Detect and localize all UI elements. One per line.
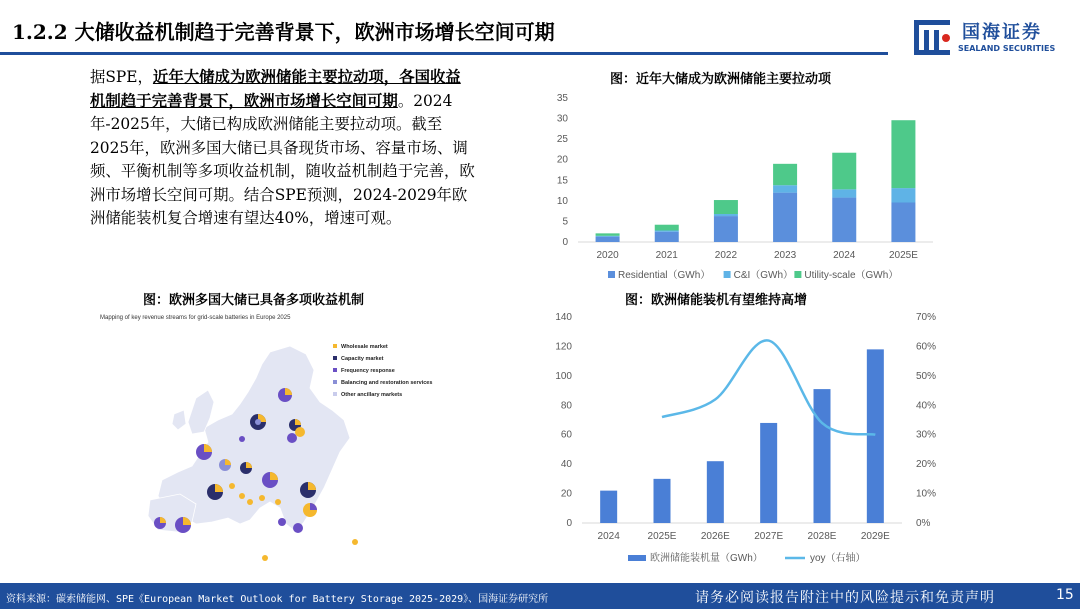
legend-swatch — [628, 555, 646, 561]
map-legend-label: Capacity market — [341, 356, 384, 362]
map-legend-label: Frequency response — [341, 368, 395, 374]
x-tick-label: 2024 — [597, 531, 620, 542]
bar — [867, 349, 884, 523]
logo-text-en: SEALAND SECURITIES — [958, 44, 1056, 53]
bar-segment — [596, 236, 620, 237]
legend-swatch — [724, 271, 731, 278]
page-title: 1.2.2 大储收益机制趋于完善背景下，欧洲市场增长空间可期 — [12, 20, 555, 44]
y2-tick-label: 60% — [916, 341, 937, 353]
y-tick-label: 0 — [566, 518, 572, 529]
map-subtitle: Mapping of key revenue streams for grid-scale batteries in Europe 2025 — [100, 315, 291, 321]
map-legend-label: Balancing and restoration services — [341, 380, 433, 386]
ireland-landmass — [172, 410, 186, 430]
y2-tick-label: 50% — [916, 370, 937, 382]
y2-tick-label: 30% — [916, 429, 937, 441]
bar — [814, 389, 831, 523]
yoy-line — [662, 340, 875, 434]
stacked-bar-chart — [540, 88, 940, 288]
bar-segment — [655, 225, 679, 231]
europe-revenue-map — [100, 310, 460, 575]
fig2-title: 图：欧洲多国大储已具备多项收益机制 — [143, 293, 365, 308]
y-tick-label: 35 — [556, 93, 568, 104]
logo-mark-icon — [912, 16, 956, 60]
y-tick-label: 10 — [556, 195, 568, 207]
para-highlight: 近年大储成为欧洲储能主要拉动项，各国收益机制趋于完善背景下，欧洲市场增长空间可期 — [90, 68, 461, 110]
y-tick-label: 120 — [555, 341, 572, 353]
bar-segment — [655, 230, 679, 231]
bar-segment — [714, 200, 738, 214]
para-rest: 。2024年-2025年，大储已构成欧洲储能主要拉动项。截至2025年，欧洲多国大储已具备现货市场、容量市场、调频、平衡机制等多项收益机制，随收益机制趋于完善，欧洲市场增长空间可期。结合SPE预测，2024-2029年欧洲储能装机复合增速有望达40%，增速可观。 — [90, 91, 475, 227]
footer-source: 资料来源：碳索储能网、SPE《European Market Outlook for Battery Storage 2025-2029》、国海证券研究所 — [6, 594, 549, 605]
map-legend-swatch — [333, 380, 337, 384]
x-tick-label: 2025E — [647, 531, 677, 542]
x-tick-label: 2029E — [860, 531, 890, 542]
bar — [654, 479, 671, 523]
legend-label: yoy（右轴） — [810, 553, 866, 564]
legend-label: Utility-scale（GWh） — [804, 270, 899, 281]
company-logo — [912, 14, 1072, 58]
y-tick-label: 40 — [560, 459, 572, 471]
bar-segment — [773, 164, 797, 185]
x-tick-label: 2028E — [807, 531, 837, 542]
bar-segment — [655, 232, 679, 242]
y-tick-label: 30 — [556, 113, 568, 125]
fig1-title: 图：近年大储成为欧洲储能主要拉动项 — [610, 72, 832, 87]
bar-segment — [891, 120, 915, 188]
x-tick-label: 2023 — [773, 250, 797, 261]
bar-segment — [832, 189, 856, 197]
footer-bar — [0, 583, 1080, 609]
header-rule — [0, 52, 888, 55]
y-tick-label: 5 — [562, 216, 568, 228]
bar — [707, 461, 724, 523]
y-tick-label: 140 — [555, 312, 572, 323]
bar-segment — [596, 237, 620, 242]
y2-tick-label: 70% — [916, 312, 937, 323]
y-tick-label: 60 — [560, 429, 572, 441]
bar-segment — [891, 188, 915, 202]
y-tick-label: 15 — [556, 175, 568, 187]
bar-segment — [714, 214, 738, 216]
page-number: 15 — [1056, 587, 1074, 603]
bar-segment — [832, 153, 856, 190]
x-tick-label: 2027E — [754, 531, 784, 542]
logo-text-cn: 国海证券 — [962, 22, 1042, 43]
bar-segment — [891, 203, 915, 242]
legend-label: C&I（GWh） — [733, 270, 794, 281]
y-tick-label: 25 — [556, 134, 568, 146]
bar — [760, 423, 777, 523]
bar — [600, 491, 617, 523]
map-legend-label: Other ancillary markets — [341, 392, 403, 398]
bar-segment — [773, 193, 797, 242]
bar-line-chart — [540, 308, 960, 573]
y2-tick-label: 20% — [916, 459, 937, 471]
map-legend-swatch — [333, 368, 337, 372]
bar-segment — [714, 216, 738, 242]
map-legend-label: Wholesale market — [341, 344, 388, 350]
legend-label: 欧洲储能装机量（GWh） — [650, 553, 763, 564]
body-paragraph — [90, 66, 475, 231]
para-lead: 据SPE， — [90, 68, 153, 86]
bar-segment — [596, 233, 620, 235]
y2-tick-label: 40% — [916, 400, 937, 412]
x-tick-label: 2021 — [655, 250, 678, 261]
map-legend-swatch — [333, 356, 337, 360]
bar-segment — [832, 198, 856, 242]
x-tick-label: 2024 — [833, 250, 856, 261]
y-tick-label: 20 — [556, 154, 568, 166]
map-legend-swatch — [333, 392, 337, 396]
y-tick-label: 0 — [562, 237, 568, 248]
x-tick-label: 2026E — [700, 531, 730, 542]
y-tick-label: 100 — [555, 370, 572, 382]
map-legend — [333, 344, 432, 398]
map-legend-swatch — [333, 344, 337, 348]
fig3-title: 图：欧洲储能装机有望维持高增 — [625, 293, 808, 308]
footer-disclaimer: 请务必阅读报告附注中的风险提示和免责声明 — [695, 590, 995, 606]
legend-swatch — [794, 271, 801, 278]
x-tick-label: 2022 — [714, 250, 738, 261]
x-tick-label: 2025E — [888, 250, 918, 261]
x-tick-label: 2020 — [596, 250, 619, 261]
y-tick-label: 80 — [560, 400, 572, 412]
y2-tick-label: 0% — [916, 518, 931, 529]
legend-swatch — [608, 271, 615, 278]
y2-tick-label: 10% — [916, 488, 937, 500]
bar-segment — [773, 185, 797, 192]
legend-label: Residential（GWh） — [618, 270, 711, 281]
y-tick-label: 20 — [560, 488, 572, 500]
